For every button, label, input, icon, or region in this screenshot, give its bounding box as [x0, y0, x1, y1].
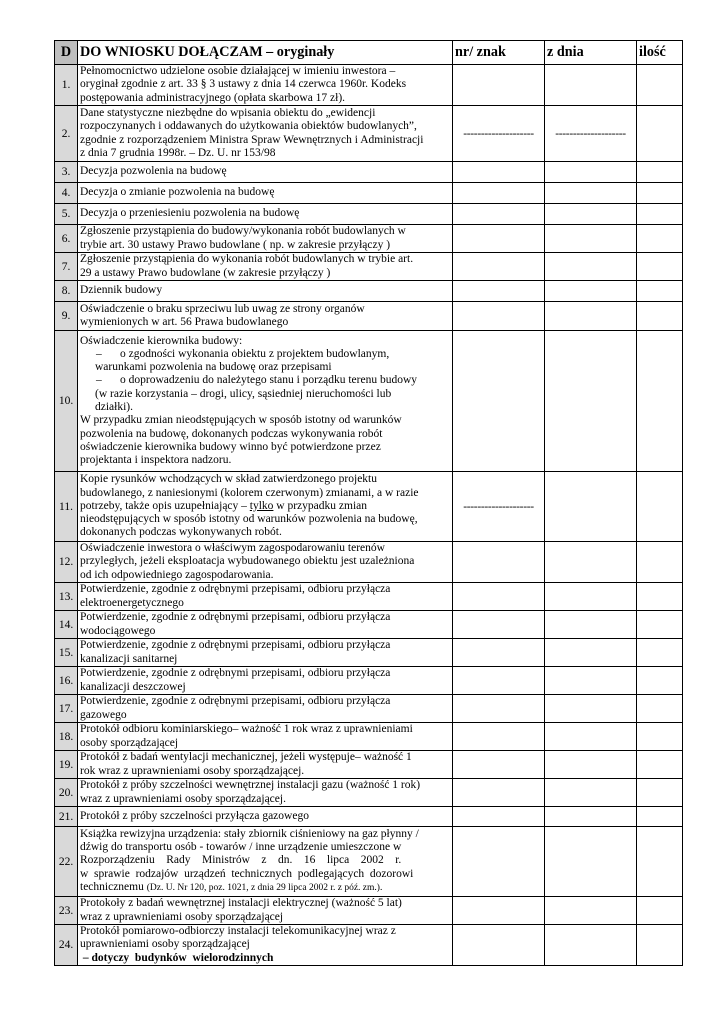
- qty-cell[interactable]: [637, 751, 683, 779]
- row-number: 2.: [55, 106, 78, 162]
- row-number: 1.: [55, 65, 78, 106]
- table-row: [55, 639, 683, 667]
- table-row: [55, 751, 683, 779]
- attachments-table: [54, 40, 683, 966]
- nr-cell[interactable]: [453, 281, 545, 302]
- table-row: [55, 542, 683, 583]
- row-description: Zgłoszenie przystąpienia do budowy/wykonania robót budowlanych w trybie art. 30 ustawy Prawo budowlane ( np. w zakresie przyłączy ): [78, 225, 453, 253]
- table-row: [55, 302, 683, 331]
- table-row: [55, 827, 683, 897]
- row-description: Protokół odbioru kominiarskiego– ważność 1 rok wraz z uprawnieniami osoby sporządzającej: [78, 723, 453, 751]
- date-cell[interactable]: [545, 695, 637, 723]
- table-row: [55, 667, 683, 695]
- row-description: Potwierdzenie, zgodnie z odrębnymi przepisami, odbioru przyłącza wodociągowego: [78, 611, 453, 639]
- table-row: [55, 183, 683, 204]
- date-cell[interactable]: [545, 639, 637, 667]
- qty-cell[interactable]: [637, 667, 683, 695]
- nr-cell[interactable]: [453, 807, 545, 827]
- row-description: Oświadczenie o braku sprzeciwu lub uwag ze strony organów wymienionych w art. 56 Prawa budowlanego: [78, 302, 453, 331]
- row-number: 20.: [55, 779, 78, 807]
- qty-cell[interactable]: [637, 204, 683, 225]
- table-row: [55, 925, 683, 966]
- qty-cell[interactable]: [637, 583, 683, 611]
- header-title: DO WNIOSKU DOŁĄCZAM – oryginały: [78, 41, 453, 65]
- qty-cell[interactable]: [637, 611, 683, 639]
- date-cell[interactable]: [545, 281, 637, 302]
- date-cell[interactable]: [545, 667, 637, 695]
- date-cell[interactable]: [545, 611, 637, 639]
- row-description: Protokoły z badań wewnętrznej instalacji elektrycznej (ważność 5 lat) wraz z uprawnieniami osoby sporządzającej: [78, 897, 453, 925]
- nr-cell-placeholder: --------------------: [453, 106, 545, 162]
- row-description: Decyzja o zmianie pozwolenia na budowę: [78, 183, 453, 204]
- nr-cell[interactable]: [453, 925, 545, 966]
- qty-cell[interactable]: [637, 281, 683, 302]
- qty-cell[interactable]: [637, 779, 683, 807]
- row-description: Protokół z próby szczelności wewnętrznej instalacji gazu (ważność 1 rok) wraz z uprawnieniami osoby sporządzającej.: [78, 779, 453, 807]
- table-row: [55, 281, 683, 302]
- row-number: 24.: [55, 925, 78, 966]
- qty-cell[interactable]: [637, 162, 683, 183]
- qty-cell[interactable]: [637, 925, 683, 966]
- header-nr: nr/ znak: [453, 41, 545, 65]
- row-number: 5.: [55, 204, 78, 225]
- table-row: [55, 695, 683, 723]
- row-description: Książka rewizyjna urządzenia: stały zbiornik ciśnieniowy na gaz płynny / dźwig do transportu osób - towarów / inne urządzenie umieszczone w Rozporządzeniu Rady Ministrów z dn. 16 lipca 2002 r. w sprawie rodzajów urządzeń technicznych podlegających dozorowi technicznemu (Dz. U. Nr 120, poz. 1021, z dnia 29 lipca 2002 r. z póź. zm.).: [78, 827, 453, 897]
- nr-cell[interactable]: [453, 751, 545, 779]
- qty-cell[interactable]: [637, 331, 683, 472]
- row-number: 15.: [55, 639, 78, 667]
- nr-cell[interactable]: [453, 183, 545, 204]
- date-cell[interactable]: [545, 925, 637, 966]
- nr-cell[interactable]: [453, 611, 545, 639]
- date-cell[interactable]: [545, 225, 637, 253]
- row-number: 10.: [55, 331, 78, 472]
- qty-cell[interactable]: [637, 897, 683, 925]
- date-cell[interactable]: [545, 204, 637, 225]
- date-cell[interactable]: [545, 302, 637, 331]
- header-d: D: [55, 41, 78, 65]
- nr-cell[interactable]: [453, 162, 545, 183]
- qty-cell[interactable]: [637, 542, 683, 583]
- table-row: [55, 162, 683, 183]
- table-row: [55, 331, 683, 472]
- row-description: Protokół z badań wentylacji mechanicznej, jeżeli występuje– ważność 1 rok wraz z uprawnieniami osoby sporządzającej.: [78, 751, 453, 779]
- nr-cell[interactable]: [453, 204, 545, 225]
- qty-cell[interactable]: [637, 827, 683, 897]
- date-cell[interactable]: [545, 751, 637, 779]
- table-row: [55, 897, 683, 925]
- row-number: 11.: [55, 472, 78, 542]
- qty-cell[interactable]: [637, 253, 683, 281]
- row-number: 8.: [55, 281, 78, 302]
- row-description: Oświadczenie inwestora o właściwym zagospodarowaniu terenów przyległych, jeżeli eksploatacja wybudowanego obiektu jest uzależniona od ich odpowiedniego zagospodarowania.: [78, 542, 453, 583]
- row-number: 6.: [55, 225, 78, 253]
- qty-cell[interactable]: [637, 65, 683, 106]
- row-number: 13.: [55, 583, 78, 611]
- table-row: [55, 611, 683, 639]
- nr-cell[interactable]: [453, 897, 545, 925]
- nr-cell[interactable]: [453, 639, 545, 667]
- row-number: 9.: [55, 302, 78, 331]
- date-cell[interactable]: [545, 183, 637, 204]
- row-number: 18.: [55, 723, 78, 751]
- table-row: [55, 723, 683, 751]
- nr-cell[interactable]: [453, 723, 545, 751]
- row-description: Protokół z próby szczelności przyłącza gazowego: [78, 807, 453, 827]
- qty-cell[interactable]: [637, 472, 683, 542]
- qty-cell[interactable]: [637, 723, 683, 751]
- row-description: Potwierdzenie, zgodnie z odrębnymi przepisami, odbioru przyłącza kanalizacji deszczowej: [78, 667, 453, 695]
- table-row: [55, 807, 683, 827]
- nr-cell[interactable]: [453, 667, 545, 695]
- nr-cell[interactable]: [453, 225, 545, 253]
- row-number: 3.: [55, 162, 78, 183]
- nr-cell[interactable]: [453, 583, 545, 611]
- table-row: [55, 106, 683, 162]
- header-qty: ilość: [637, 41, 683, 65]
- nr-cell-placeholder: --------------------: [453, 472, 545, 542]
- table-header-row: [55, 41, 683, 65]
- date-cell[interactable]: [545, 162, 637, 183]
- row-number: 4.: [55, 183, 78, 204]
- row-description: Oświadczenie kierownika budowy: – o zgodności wykonania obiektu z projektem budowlanym, warunkami pozwolenia na budowę oraz przepisami – o doprowadzeniu do należytego stanu i porządku terenu budowy (w razie korzystania – drogi, ulicy, sąsiedniej nieruchomości lub działki). W przypadku zmian nieodstępujących w sposób istotny od warunków pozwolenia na budowę, dokonanych podczas wykonywania robót oświadczenie kierownika budowy winno być potwierdzone przez projektanta i inspektora nadzoru.: [78, 331, 453, 472]
- table-row: [55, 472, 683, 542]
- header-date: z dnia: [545, 41, 637, 65]
- row-description: Potwierdzenie, zgodnie z odrębnymi przepisami, odbioru przyłącza kanalizacji sanitarnej: [78, 639, 453, 667]
- qty-cell[interactable]: [637, 639, 683, 667]
- date-cell[interactable]: [545, 65, 637, 106]
- table-row: [55, 779, 683, 807]
- row-description: Pełnomocnictwo udzielone osobie działającej w imieniu inwestora – oryginał zgodnie z art. 33 § 3 ustawy z dnia 14 czerwca 1960r. Kodeks postępowania administracyjnego (opłata skarbowa 17 zł).: [78, 65, 453, 106]
- nr-cell[interactable]: [453, 331, 545, 472]
- row-number: 19.: [55, 751, 78, 779]
- date-cell[interactable]: [545, 583, 637, 611]
- row-description: Kopie rysunków wchodzących w skład zatwierdzonego projektu budowlanego, z naniesionymi (kolorem czerwonym) zmianami, a w razie potrzeby, także opis uzupełniający – tylko w przypadku zmian nieodstępujących w sposób istotny od warunków pozwolenia na budowę, dokonanych podczas wykonywanych robót.: [78, 472, 453, 542]
- row-number: 16.: [55, 667, 78, 695]
- nr-cell[interactable]: [453, 253, 545, 281]
- row-number: 21.: [55, 807, 78, 827]
- row-description: Potwierdzenie, zgodnie z odrębnymi przepisami, odbioru przyłącza gazowego: [78, 695, 453, 723]
- date-cell[interactable]: [545, 331, 637, 472]
- row-number: 23.: [55, 897, 78, 925]
- table-row: [55, 204, 683, 225]
- nr-cell[interactable]: [453, 779, 545, 807]
- row-description: Potwierdzenie, zgodnie z odrębnymi przepisami, odbioru przyłącza elektroenergetycznego: [78, 583, 453, 611]
- table-row: [55, 253, 683, 281]
- row-number: 17.: [55, 695, 78, 723]
- nr-cell[interactable]: [453, 302, 545, 331]
- qty-cell[interactable]: [637, 807, 683, 827]
- nr-cell[interactable]: [453, 695, 545, 723]
- row-number: 12.: [55, 542, 78, 583]
- date-cell-placeholder: --------------------: [545, 106, 637, 162]
- table-row: [55, 583, 683, 611]
- nr-cell[interactable]: [453, 65, 545, 106]
- qty-cell[interactable]: [637, 106, 683, 162]
- row-number: 14.: [55, 611, 78, 639]
- date-cell[interactable]: [545, 253, 637, 281]
- row-number: 7.: [55, 253, 78, 281]
- nr-cell[interactable]: [453, 827, 545, 897]
- date-cell[interactable]: [545, 542, 637, 583]
- row-description: Zgłoszenie przystąpienia do wykonania robót budowlanych w trybie art. 29 a ustawy Prawo budowlane (w zakresie przyłączy ): [78, 253, 453, 281]
- row-number: 22.: [55, 827, 78, 897]
- date-cell[interactable]: [545, 472, 637, 542]
- table-row: [55, 65, 683, 106]
- date-cell[interactable]: [545, 897, 637, 925]
- row-description: Dane statystyczne niezbędne do wpisania obiektu do „ewidencji rozpoczynanych i oddawanych do użytkowania obiektów budowlanych”, zgodnie z rozporządzeniem Ministra Spraw Wewnętrznych i Administracji z dnia 7 grudnia 1998r. – Dz. U. nr 153/98: [78, 106, 453, 162]
- qty-cell[interactable]: [637, 183, 683, 204]
- date-cell[interactable]: [545, 723, 637, 751]
- row-description: Protokół pomiarowo-odbiorczy instalacji telekomunikacyjnej wraz z uprawnieniami osoby sporządzającej – dotyczy budynków wielorodzinnych: [78, 925, 453, 966]
- table-row: [55, 225, 683, 253]
- qty-cell[interactable]: [637, 695, 683, 723]
- date-cell[interactable]: [545, 827, 637, 897]
- date-cell[interactable]: [545, 779, 637, 807]
- qty-cell[interactable]: [637, 302, 683, 331]
- row-description: Decyzja o przeniesieniu pozwolenia na budowę: [78, 204, 453, 225]
- row-description: Dziennik budowy: [78, 281, 453, 302]
- row-description: Decyzja pozwolenia na budowę: [78, 162, 453, 183]
- date-cell[interactable]: [545, 807, 637, 827]
- nr-cell[interactable]: [453, 542, 545, 583]
- qty-cell[interactable]: [637, 225, 683, 253]
